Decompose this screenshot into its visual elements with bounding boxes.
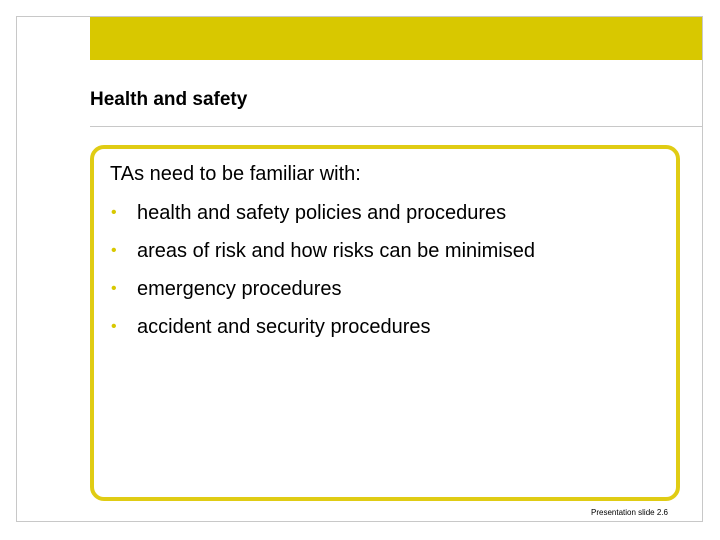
list-item — [110, 276, 535, 314]
list-item-text: accident and security procedures — [137, 316, 431, 338]
slide-title: Health and safety — [90, 89, 248, 110]
list-item-text: health and safety policies and procedures — [137, 202, 507, 224]
bullet-icon: • — [111, 242, 117, 259]
intro-text: TAs need to be familiar with: — [110, 163, 361, 185]
bullet-icon: • — [111, 318, 117, 335]
list-item-text: emergency procedures — [137, 278, 342, 300]
list-item — [110, 314, 535, 352]
list-item-text: areas of risk and how risks can be minimised — [137, 240, 535, 262]
bullet-list — [110, 200, 535, 352]
bullet-icon: • — [111, 204, 117, 221]
header-accent-bar — [90, 17, 702, 60]
title-divider — [90, 126, 702, 127]
list-item — [110, 200, 535, 238]
bullet-icon: • — [111, 280, 117, 297]
list-item — [110, 238, 535, 276]
slide-number: Presentation slide 2.6 — [591, 508, 668, 517]
